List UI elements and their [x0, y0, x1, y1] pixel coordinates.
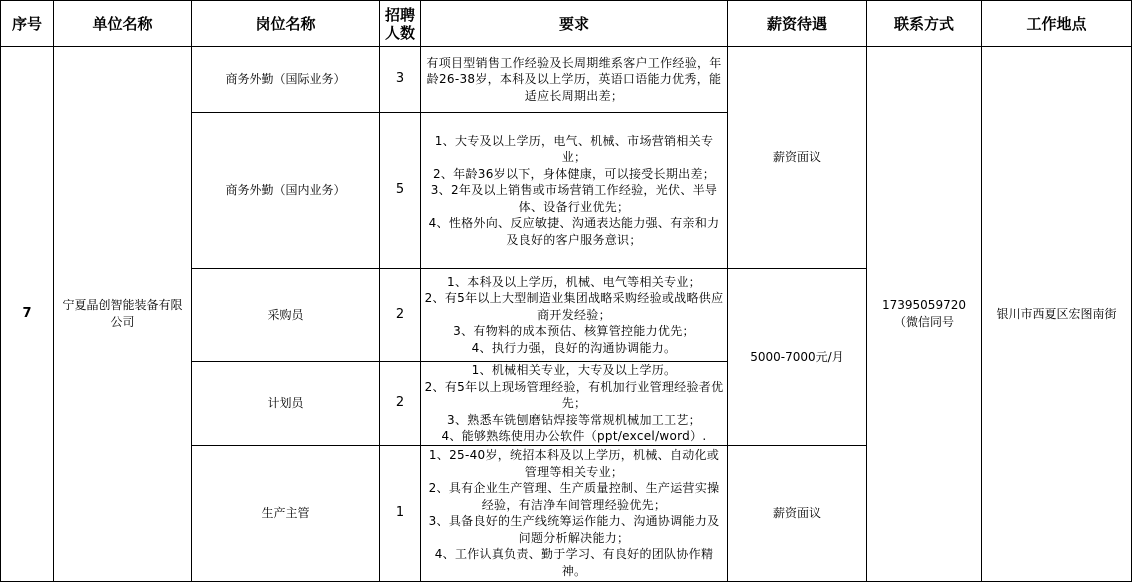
position-title: 计划员 [192, 362, 380, 446]
position-requirements [421, 362, 728, 446]
salary-range: 5000-7000元/月 [728, 269, 867, 446]
position-count: 3 [380, 47, 421, 113]
requirement-line: 有项目型销售工作经验及长周期维系客户工作经验，年龄26-38岁，本科及以上学历，英语口语能力优秀，能适应长周期出差； [426, 55, 722, 103]
position-title: 生产主管 [192, 445, 380, 581]
position-requirements [421, 113, 728, 269]
requirement-line: 3、有物料的成本预估、核算管控能力优先； [453, 324, 695, 339]
position-count: 5 [380, 113, 421, 269]
requirement-line: 3、2年及以上销售或市场营销工作经验，光伏、半导体、设备行业优先； [430, 183, 718, 214]
requirement-line: 2、有5年以上大型制造业集团战略采购经验或战略供应商开发经验； [424, 291, 724, 322]
requirement-line: 4、能够熟练使用办公软件（ppt/excel/word）. [441, 429, 707, 443]
header-seq: 序号 [1, 1, 54, 47]
position-count: 1 [380, 445, 421, 581]
position-requirements [421, 445, 728, 581]
company-name: 宁夏晶创智能装备有限公司 [54, 47, 192, 582]
salary-negotiable-2: 薪资面议 [728, 445, 867, 581]
position-title: 商务外勤（国际业务） [192, 47, 380, 113]
position-requirements [421, 269, 728, 362]
requirement-line: 2、具有企业生产管理、生产质量控制、生产运营实操经验，有洁净车间管理经验优先； [428, 481, 720, 512]
position-title: 商务外勤（国内业务） [192, 113, 380, 269]
requirement-line: 2、有5年以上现场管理经验，有机加行业管理经验者优先； [424, 379, 724, 410]
position-requirements [421, 47, 728, 113]
header-contact: 联系方式 [867, 1, 982, 47]
contact-info: 17395059720（微信同号 [867, 47, 982, 582]
header-count-line1: 招聘 [384, 5, 415, 24]
header-company: 单位名称 [54, 1, 192, 47]
requirement-line: 1、机械相关专业，大专及以上学历。 [471, 363, 677, 377]
position-title: 采购员 [192, 269, 380, 362]
requirement-line: 1、25-40岁，统招本科及以上学历，机械、自动化或管理等相关专业； [428, 448, 720, 479]
requirement-line: 2、年龄36岁以下，身体健康，可以接受长期出差； [432, 166, 716, 181]
requirement-line: 3、具备良好的生产线统筹运作能力、沟通协调能力及问题分析解决能力； [428, 514, 720, 545]
header-salary: 薪资待遇 [728, 1, 867, 47]
requirement-line: 1、本科及以上学历，机械、电气等相关专业； [447, 274, 701, 289]
header-requirements: 要求 [421, 1, 728, 47]
row-seq: 7 [1, 47, 54, 582]
header-count-line2: 人数 [384, 23, 415, 42]
position-count: 2 [380, 362, 421, 446]
requirement-line: 4、执行力强，良好的沟通协调能力。 [471, 340, 677, 355]
requirement-line: 4、性格外向、反应敏捷、沟通表达能力强、有亲和力及良好的客户服务意识； [428, 216, 720, 247]
header-count [380, 1, 421, 47]
header-row [1, 1, 1132, 47]
work-location: 银川市西夏区宏图南街 [982, 47, 1132, 582]
salary-negotiable-1: 薪资面议 [728, 47, 867, 269]
table-row [1, 47, 1132, 113]
requirement-line: 3、熟悉车铣刨磨钻焊接等常规机械加工工艺； [447, 412, 701, 427]
header-location: 工作地点 [982, 1, 1132, 47]
requirement-line: 1、大专及以上学历，电气、机械、市场营销相关专业； [434, 133, 714, 165]
header-position: 岗位名称 [192, 1, 380, 47]
requirement-line: 4、工作认真负责、勤于学习、有良好的团队协作精神。 [434, 547, 714, 578]
position-count: 2 [380, 269, 421, 362]
